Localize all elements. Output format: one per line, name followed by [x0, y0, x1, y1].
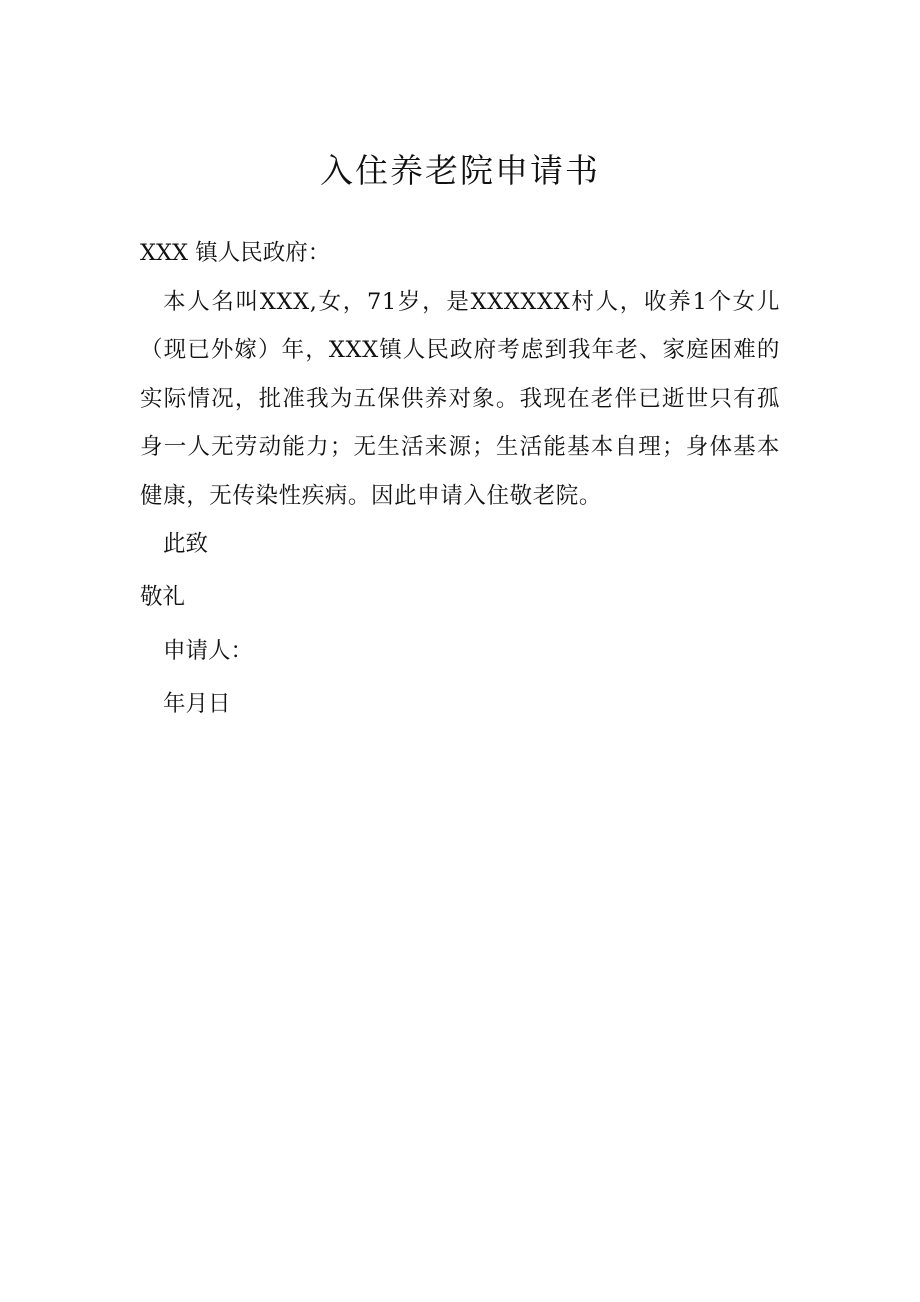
letter-content [140, 229, 780, 728]
salutation: XXX 镇人民政府： [140, 240, 331, 266]
date-label: 年月日 [163, 690, 231, 717]
closing-ci-zhi: 此致 [163, 531, 209, 557]
document-title: 入住养老院申请书 [320, 151, 600, 190]
closing-jing-li: 敬礼 [140, 583, 186, 610]
applicant-label: 申请人： [163, 638, 254, 664]
letter-body: 本人名叫XXX,女，71岁，是XXXXXX村人，收养1个女儿（现已外嫁）年，XXX镇人民政府考虑到我年老、家庭困难的实际情况，批准我为五保供养对象。我现在老伴已逝世只有孤身一人无劳动能力；无生活来源；生活能基本自理；身体基本健康，无传染性疾病。因此申请入住敬老院。 [140, 288, 780, 509]
